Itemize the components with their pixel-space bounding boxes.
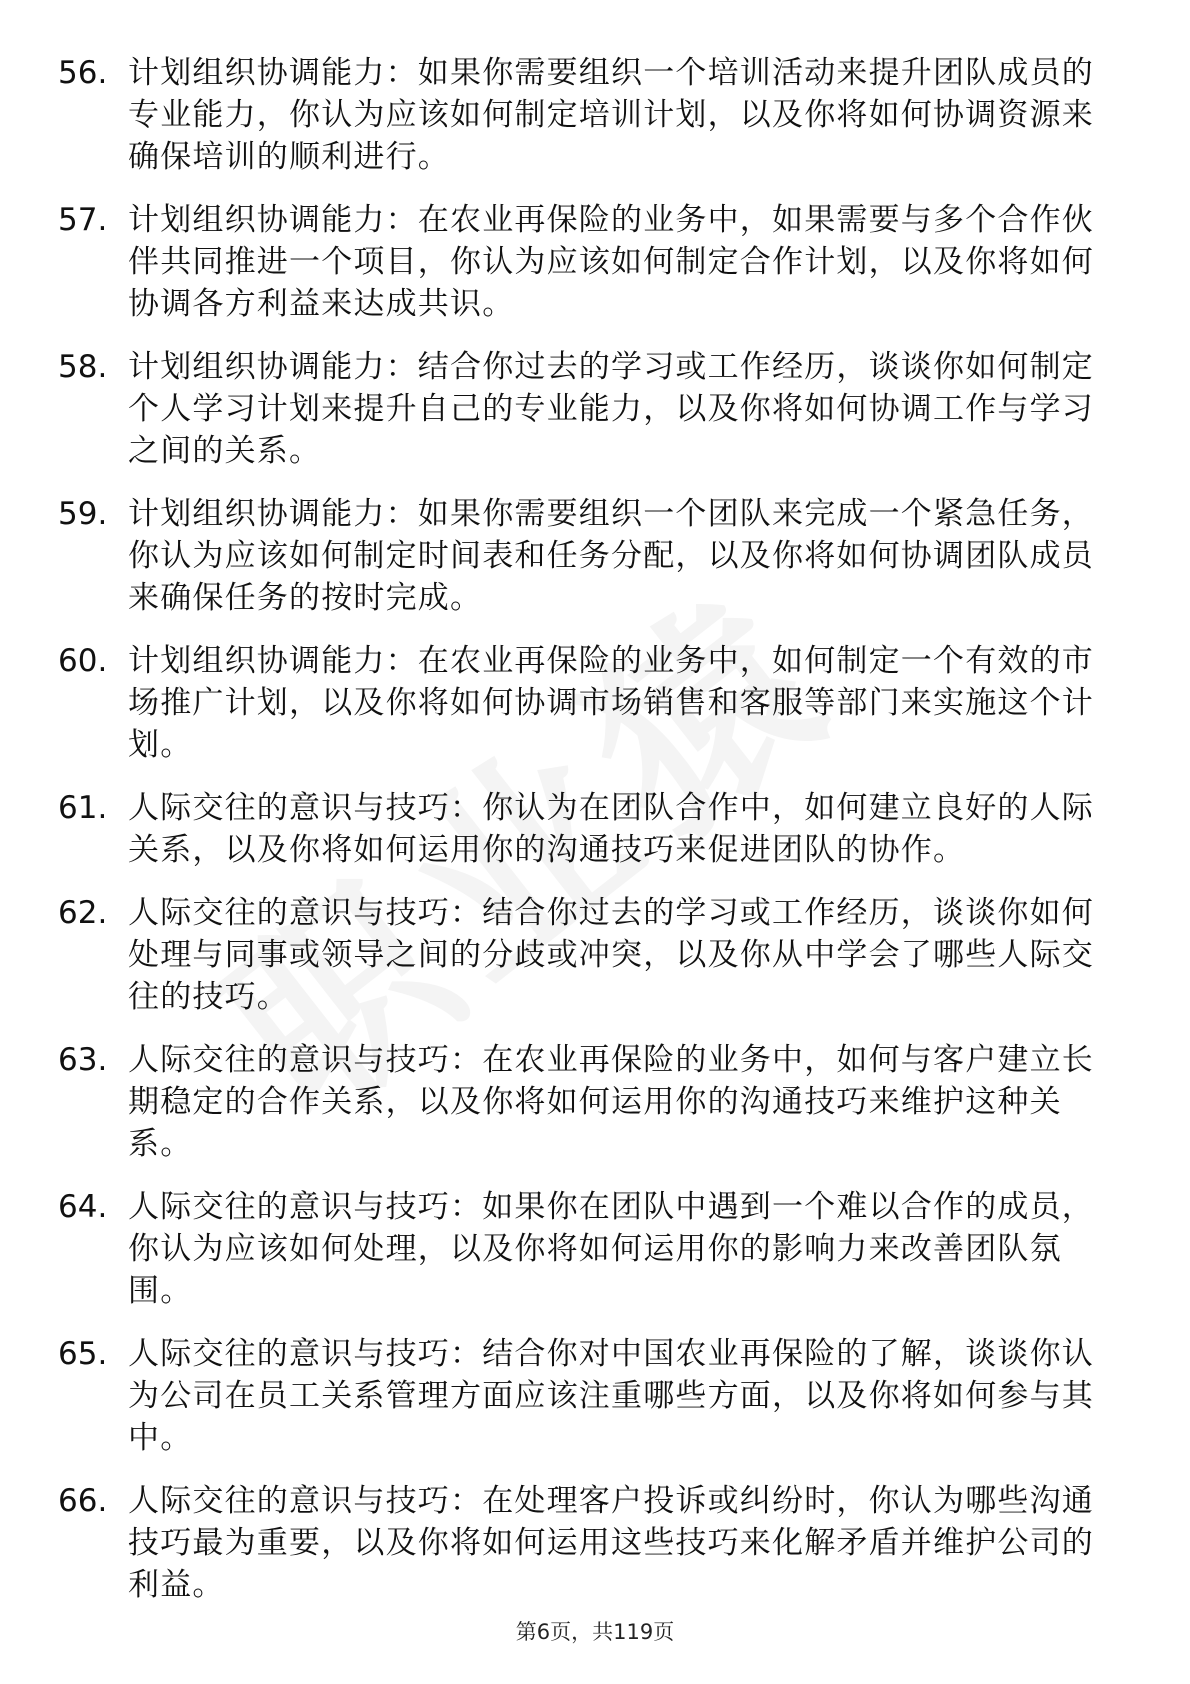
- question-text: 人际交往的意识与技巧：结合你过去的学习或工作经历，谈谈你如何处理与同事或领导之间的分歧或冲突，以及你从中学会了哪些人际交往的技巧。: [128, 895, 1094, 1015]
- question-item: [0, 1186, 1190, 1312]
- question-number: 63.: [58, 1042, 108, 1078]
- question-text: 人际交往的意识与技巧：如果你在团队中遇到一个难以合作的成员，你认为应该如何处理，以及你将如何运用你的影响力来改善团队氛围。: [128, 1189, 1094, 1309]
- page-number-label: 第6页，共119页: [515, 1620, 675, 1644]
- question-item: [0, 640, 1190, 766]
- question-item: [0, 1039, 1190, 1165]
- question-number: 65.: [58, 1336, 108, 1372]
- question-number: 59.: [58, 496, 108, 532]
- question-number: 66.: [58, 1483, 108, 1519]
- question-item: [0, 493, 1190, 619]
- question-text: 人际交往的意识与技巧：你认为在团队合作中，如何建立良好的人际关系，以及你将如何运用你的沟通技巧来促进团队的协作。: [128, 790, 1094, 868]
- question-number: 61.: [58, 790, 108, 826]
- question-text: 计划组织协调能力：结合你过去的学习或工作经历，谈谈你如何制定个人学习计划来提升自己的专业能力，以及你将如何协调工作与学习之间的关系。: [128, 349, 1094, 469]
- question-item: [0, 346, 1190, 472]
- question-item: [0, 787, 1190, 871]
- question-text: 计划组织协调能力：在农业再保险的业务中，如何制定一个有效的市场推广计划，以及你将如何协调市场销售和客服等部门来实施这个计划。: [128, 643, 1094, 763]
- question-item: [0, 1333, 1190, 1459]
- question-text: 人际交往的意识与技巧：在处理客户投诉或纠纷时，你认为哪些沟通技巧最为重要，以及你将如何运用这些技巧来化解矛盾并维护公司的利益。: [128, 1483, 1094, 1603]
- question-number: 56.: [58, 55, 108, 91]
- question-number: 62.: [58, 895, 108, 931]
- question-list: [0, 52, 1190, 1627]
- question-item: [0, 199, 1190, 325]
- question-item: [0, 892, 1190, 1018]
- question-item: [0, 1480, 1190, 1606]
- question-number: 58.: [58, 349, 108, 385]
- question-item: [0, 52, 1190, 178]
- question-text: 人际交往的意识与技巧：结合你对中国农业再保险的了解，谈谈你认为公司在员工关系管理方面应该注重哪些方面，以及你将如何参与其中。: [128, 1336, 1094, 1456]
- question-number: 64.: [58, 1189, 108, 1225]
- question-text: 计划组织协调能力：如果你需要组织一个培训活动来提升团队成员的专业能力，你认为应该如何制定培训计划，以及你将如何协调资源来确保培训的顺利进行。: [128, 55, 1094, 175]
- question-text: 人际交往的意识与技巧：在农业再保险的业务中，如何与客户建立长期稳定的合作关系，以及你将如何运用你的沟通技巧来维护这种关系。: [128, 1042, 1094, 1162]
- question-number: 57.: [58, 202, 108, 238]
- question-number: 60.: [58, 643, 108, 679]
- page-footer: [0, 1619, 1190, 1645]
- question-text: 计划组织协调能力：在农业再保险的业务中，如果需要与多个合作伙伴共同推进一个项目，你认为应该如何制定合作计划，以及你将如何协调各方利益来达成共识。: [128, 202, 1094, 322]
- question-text: 计划组织协调能力：如果你需要组织一个团队来完成一个紧急任务，你认为应该如何制定时间表和任务分配，以及你将如何协调团队成员来确保任务的按时完成。: [128, 496, 1094, 616]
